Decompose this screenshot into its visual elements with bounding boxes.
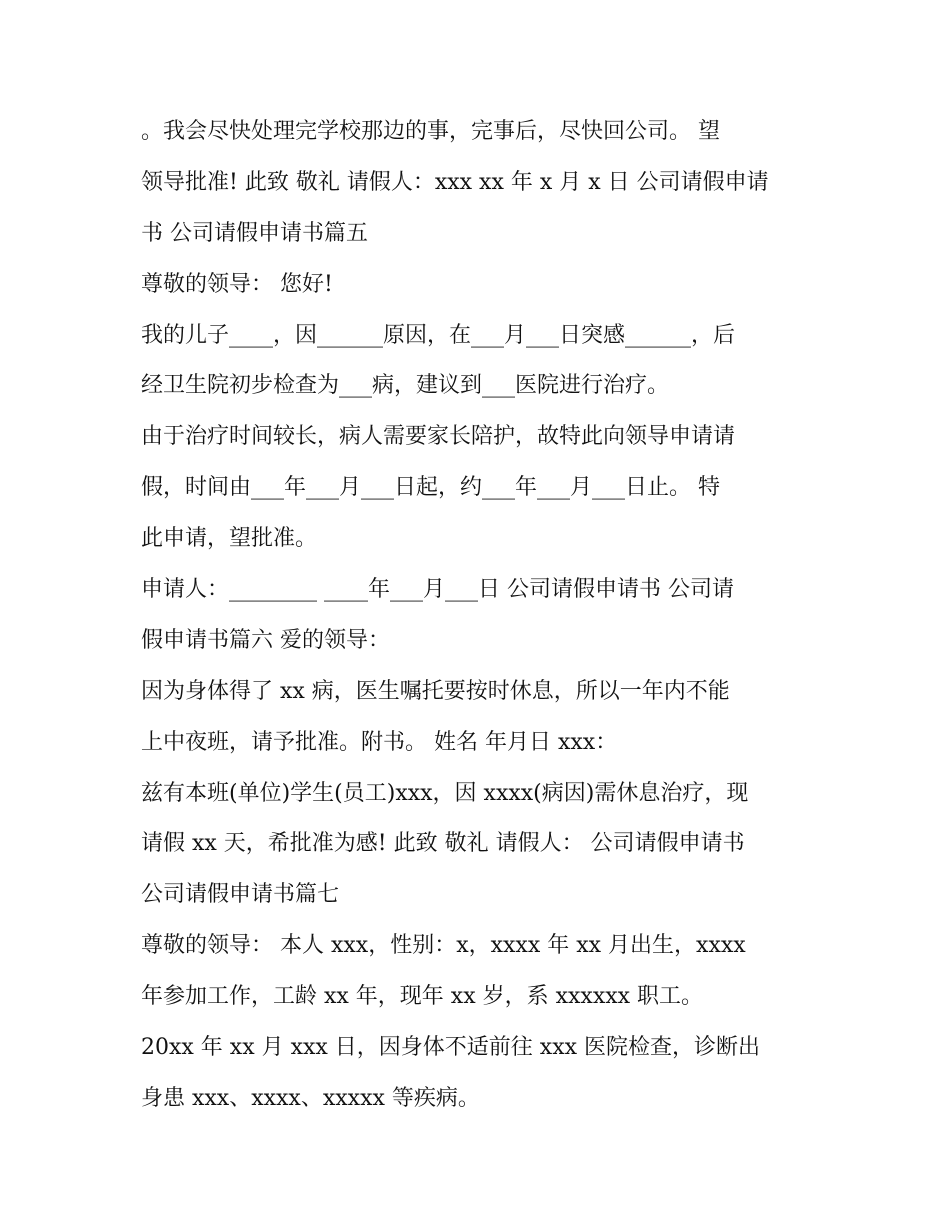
text-line: 假，时间由___年___月___日起，约___年___月___日止。 特 (141, 475, 720, 501)
text-line: 年参加工作，工龄 xx 年，现年 xx 岁，系 xxxxxx 职工。 (141, 984, 704, 1010)
text-line: 。我会尽快处理完学校那边的事，完事后，尽快回公司。 望 (141, 119, 720, 144)
text-line: 此申请，望批准。 (141, 526, 318, 552)
text-line: 书 公司请假申请书篇五 (141, 220, 368, 246)
text-line: 公司请假申请书篇七 (141, 882, 340, 908)
text-line: 请假 xx 天，希批准为感! 此致 敬礼 请假人： 公司请假申请书 (141, 831, 745, 857)
text-line: 兹有本班(单位)学生(员工)xxx，因 xxxx(病因)需休息治疗，现 (141, 780, 749, 806)
text-line: 20xx 年 xx 月 xxx 日，因身体不适前往 xxx 医院检查，诊断出 (141, 1035, 761, 1061)
text-line: 申请人：________ ____年___月___日 公司请假申请书 公司请 (141, 577, 734, 603)
document-body (141, 107, 821, 1125)
text-line: 上中夜班，请予批准。附书。 姓名 年月日 xxx： (141, 729, 618, 755)
text-line: 领导批准! 此致 敬礼 请假人：xxx xx 年 x 月 x 日 公司请假申请 (141, 169, 769, 195)
text-line: 因为身体得了 xx 病，医生嘱托要按时休息，所以一年内不能 (141, 678, 730, 704)
text-line: 经卫生院初步检查为___病，建议到___医院进行治疗。 (141, 373, 670, 399)
text-line: 身患 xxx、xxxx、xxxxx 等疾病。 (141, 1085, 480, 1111)
text-line: 假申请书篇六 爱的领导： (141, 627, 390, 653)
text-line: 由于治疗时间较长，病人需要家长陪护，故特此向领导申请请 (141, 424, 736, 450)
text-line: 尊敬的领导： 本人 xxx，性别：x，xxxx 年 xx 月出生，xxxx (141, 933, 746, 959)
text-line: 我的儿子____，因______原因，在___月___日突感______，后 (141, 322, 736, 348)
text-line: 尊敬的领导： 您好! (141, 271, 333, 297)
